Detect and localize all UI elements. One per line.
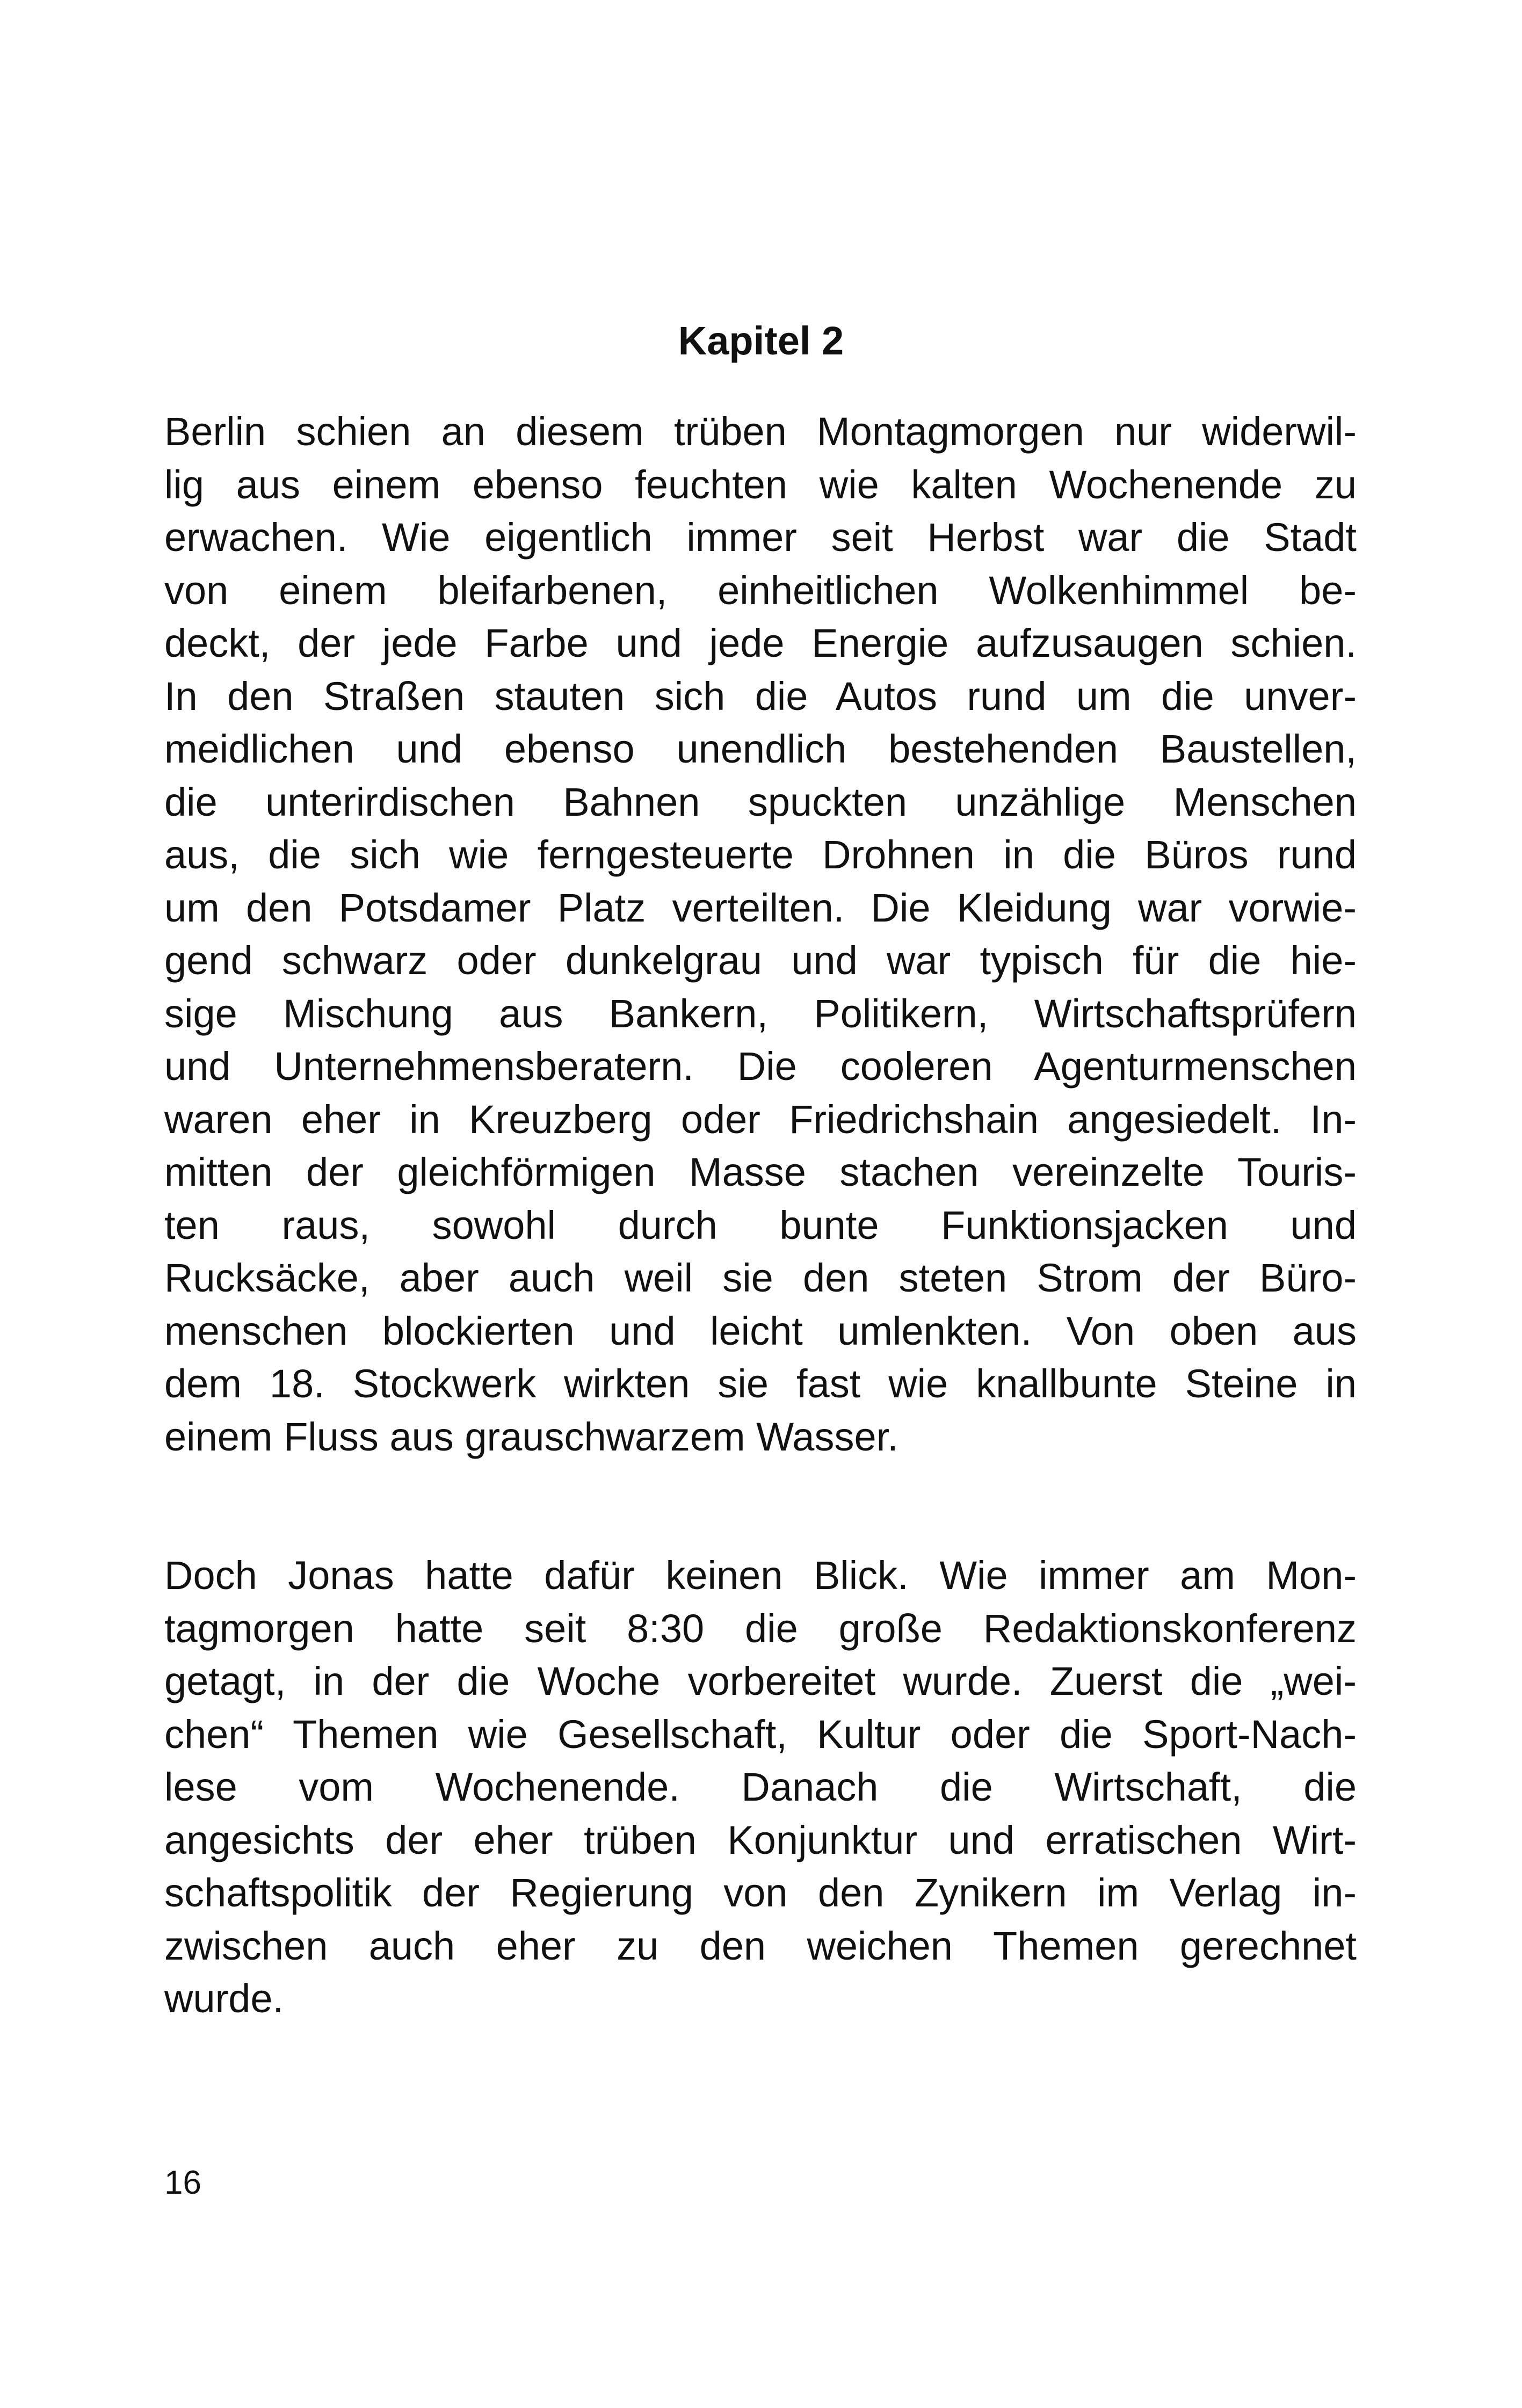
text-line: tagmorgen hatte seit 8:30 die große Redaktionskonferenz	[164, 1606, 1357, 1651]
text-line: schaftspolitik der Regierung von den Zynikern im Verlag in-	[164, 1870, 1357, 1915]
text-line: von einem bleifarbenen, einheitlichen Wolkenhimmel be-	[164, 568, 1357, 613]
text-line: Doch Jonas hatte dafür keinen Blick. Wie immer am Mon-	[164, 1553, 1357, 1598]
text-line: aus, die sich wie ferngesteuerte Drohnen in die Büros rund	[164, 832, 1357, 877]
text-line: deckt, der jede Farbe und jede Energie aufzusaugen schien.	[164, 621, 1357, 665]
text-line: mitten der gleichförmigen Masse stachen vereinzelte Touris-	[164, 1150, 1357, 1194]
text-line: wurde.	[164, 1976, 284, 2021]
text-line: angesichts der eher trüben Konjunktur und erratischen Wirt-	[164, 1817, 1357, 1862]
text-line: Berlin schien an diesem trüben Montagmorgen nur widerwil-	[164, 409, 1357, 454]
text-line: chen“ Themen wie Gesellschaft, Kultur oder die Sport-Nach-	[164, 1711, 1357, 1757]
page-number: 16	[164, 2164, 201, 2201]
chapter-title: Kapitel 2	[678, 318, 844, 363]
text-line: waren eher in Kreuzberg oder Friedrichshain angesiedelt. In-	[164, 1097, 1357, 1142]
text-line: getagt, in der die Woche vorbereitet wurde. Zuerst die „wei-	[164, 1659, 1357, 1703]
text-line: lese vom Wochenende. Danach die Wirtschaft, die	[164, 1765, 1357, 1809]
text-line: lig aus einem ebenso feuchten wie kalten Wochenende zu	[164, 462, 1357, 507]
paragraph-2	[164, 1549, 1357, 2026]
text-line: dem 18. Stockwerk wirkten sie fast wie knallbunte Steine in	[164, 1361, 1357, 1406]
text-line: um den Potsdamer Platz verteilten. Die Kleidung war vorwie-	[164, 885, 1357, 930]
text-line: zwischen auch eher zu den weichen Themen gerechnet	[164, 1923, 1357, 1968]
text-line: meidlichen und ebenso unendlich bestehenden Baustellen,	[164, 727, 1357, 771]
text-line: Rucksäcke, aber auch weil sie den steten Strom der Büro-	[164, 1256, 1357, 1300]
text-line: menschen blockierten und leicht umlenkten. Von oben aus	[164, 1308, 1357, 1353]
text-line: ten raus, sowohl durch bunte Funktionsjacken und	[164, 1202, 1357, 1247]
text-line: erwachen. Wie eigentlich immer seit Herbst war die Stadt	[164, 515, 1357, 560]
paragraph-1	[164, 405, 1357, 1463]
text-line: und Unternehmensberatern. Die cooleren Agenturmenschen	[164, 1044, 1357, 1089]
text-line: In den Straßen stauten sich die Autos rund um die unver-	[164, 673, 1357, 719]
text-line: einem Fluss aus grauschwarzem Wasser.	[164, 1414, 898, 1459]
text-line: gend schwarz oder dunkelgrau und war typisch für die hie-	[164, 938, 1357, 983]
text-line: die unterirdischen Bahnen spuckten unzählige Menschen	[164, 779, 1357, 824]
text-line: sige Mischung aus Bankern, Politikern, Wirtschaftsprüfern	[164, 991, 1357, 1036]
